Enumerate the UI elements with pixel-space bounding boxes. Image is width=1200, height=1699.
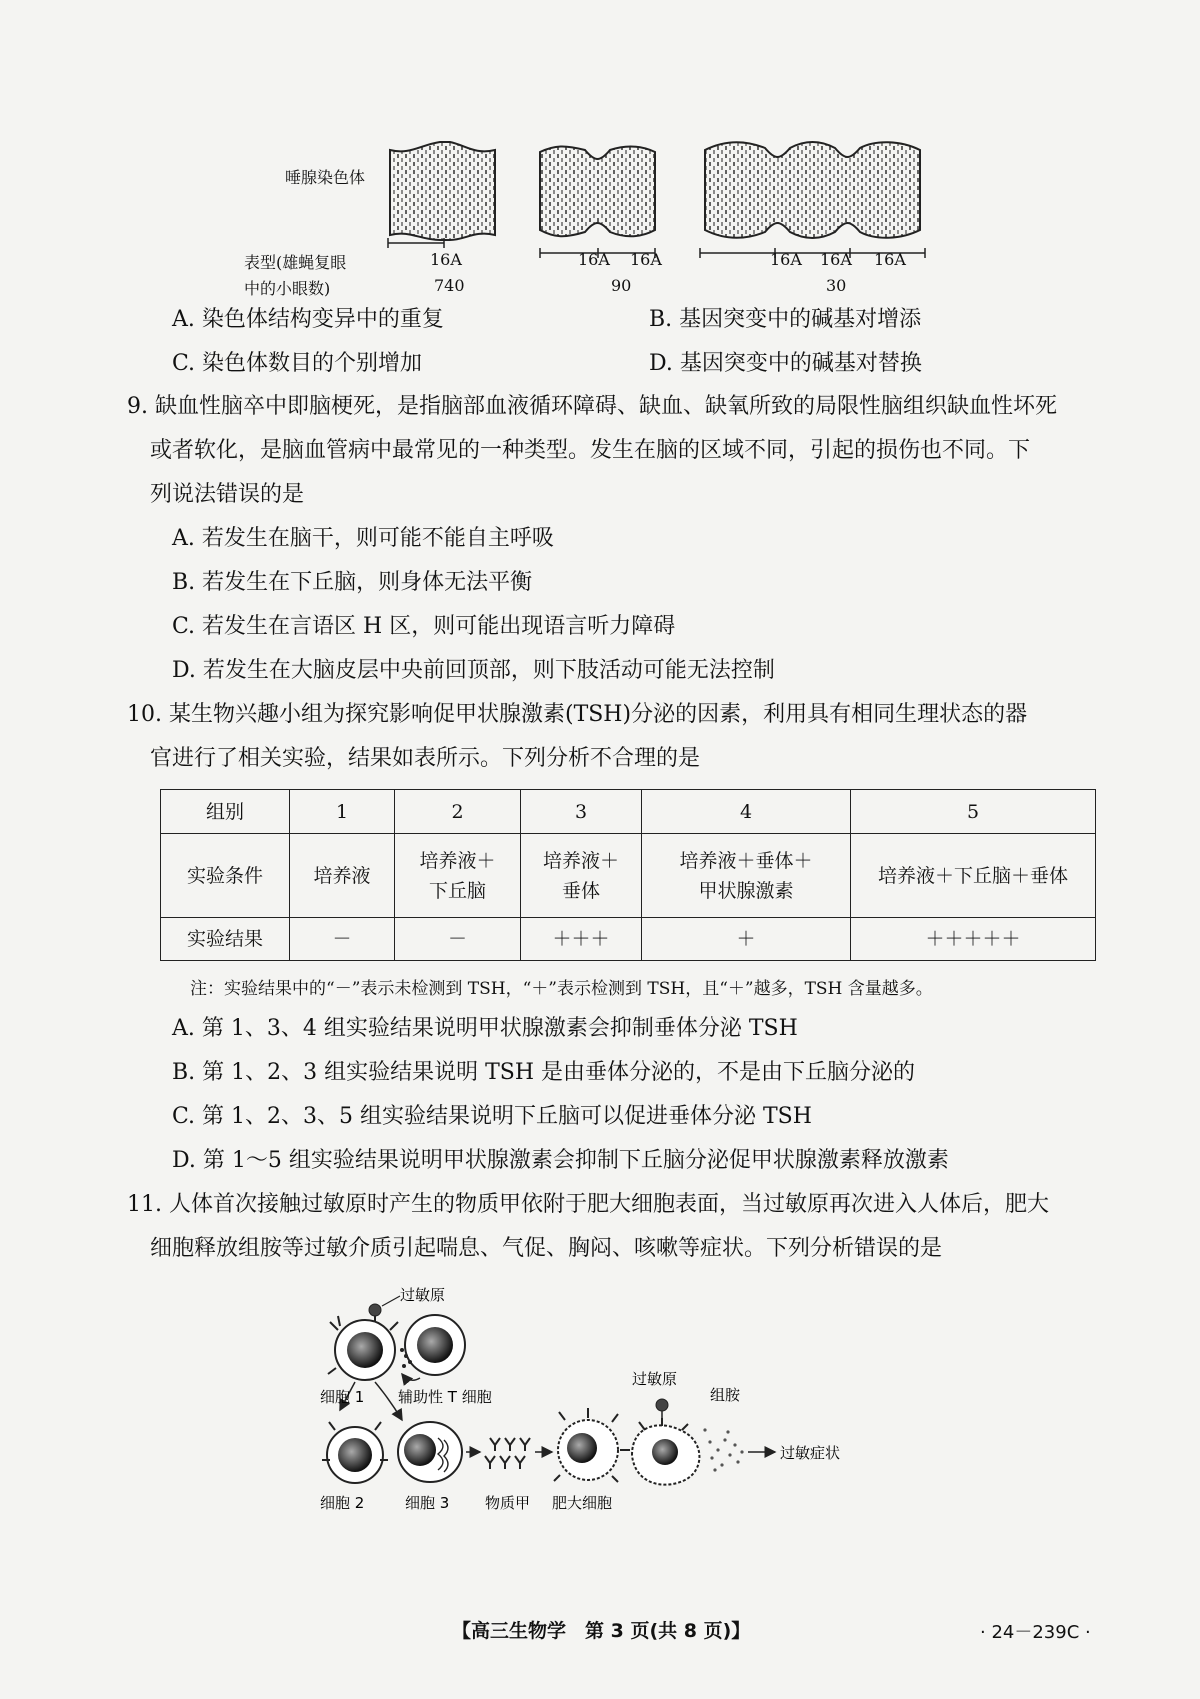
question-stem: 或者软化，是脑血管病中最常见的一种类型。发生在脑的区域不同，引起的损伤也不同。下	[150, 438, 1031, 463]
helper-t-cell	[400, 1315, 465, 1380]
allergen-label: 过敏原	[400, 1286, 446, 1304]
condition-cell	[290, 834, 395, 918]
question-stem: 细胞释放组胺等过敏介质引起喘息、气促、胸闷、咳嗽等症状。下列分析错误的是	[150, 1236, 943, 1261]
segment-label: 16A	[770, 250, 802, 269]
option-d: D. 若发生在大脑皮层中央前回顶部，则下肢活动可能无法控制	[172, 658, 775, 683]
segment-label: 16A	[578, 250, 610, 269]
result-cell: ＋	[642, 918, 851, 961]
row-label: 组别	[161, 790, 290, 834]
option-c: C. 第 1、2、3、5 组实验结果说明下丘脑可以促进垂体分泌 TSH	[172, 1104, 812, 1129]
condition-cell	[851, 834, 1096, 918]
segment-label: 16A	[430, 250, 462, 269]
question-stem: 11. 人体首次接触过敏原时产生的物质甲依附于肥大细胞表面，当过敏原再次进入人体后，肥大	[127, 1192, 1049, 1217]
group-cell: 4	[642, 790, 851, 834]
option-b: B. 基因突变中的碱基对增添	[649, 307, 922, 332]
cell-2-label: 细胞 2	[320, 1494, 365, 1512]
result-cell: ＋＋＋＋＋	[851, 918, 1096, 961]
allergen-label-2: 过敏原	[632, 1370, 678, 1388]
cell-1-label: 细胞 1	[320, 1388, 365, 1406]
helper-t-label: 辅助性 T 细胞	[398, 1388, 492, 1406]
option-c: C. 若发生在言语区 H 区，则可能出现语言听力障碍	[172, 614, 676, 639]
segment-label: 16A	[874, 250, 906, 269]
phenotype-value: 90	[611, 276, 632, 295]
antibody-icon	[485, 1438, 530, 1469]
result-cell: －	[395, 918, 521, 961]
row-label: 实验结果	[161, 918, 290, 961]
allergy-diagram	[320, 1280, 930, 1550]
substance-label: 物质甲	[485, 1494, 531, 1512]
table-row	[161, 918, 1096, 961]
group-cell: 1	[290, 790, 395, 834]
condition-line: 培养液＋垂体＋	[679, 849, 813, 872]
condition-cell	[395, 834, 521, 918]
group-cell: 2	[395, 790, 521, 834]
segment-label: 16A	[630, 250, 662, 269]
condition-line: 培养液＋	[542, 849, 619, 872]
condition-cell	[642, 834, 851, 918]
group-cell: 3	[521, 790, 642, 834]
cell-1	[328, 1316, 398, 1380]
chromosome-single	[388, 142, 495, 248]
degranulating-mast-cell	[632, 1418, 744, 1485]
cell-3-label: 细胞 3	[405, 1494, 450, 1512]
table-row	[161, 790, 1096, 834]
segment-label: 16A	[820, 250, 852, 269]
symptoms-label: 过敏症状	[780, 1444, 841, 1462]
question-stem: 列说法错误的是	[150, 482, 305, 507]
phenotype-label-2: 中的小眼数)	[244, 279, 331, 298]
question-stem: 10. 某生物兴趣小组为探究影响促甲状腺激素(TSH)分泌的因素，利用具有相同生理状态的器	[127, 702, 1028, 727]
table-row	[161, 834, 1096, 918]
option-d: D. 基因突变中的碱基对替换	[649, 351, 922, 376]
cell-2	[322, 1422, 388, 1483]
option-b: B. 若发生在下丘脑，则身体无法平衡	[172, 570, 533, 595]
option-a: A. 若发生在脑干，则可能不能自主呼吸	[172, 526, 554, 551]
group-cell: 5	[851, 790, 1096, 834]
chromosome-double	[540, 146, 655, 258]
phenotype-value: 740	[434, 276, 465, 295]
cell-3	[398, 1422, 462, 1482]
condition-line: 培养液	[313, 864, 371, 887]
mast-cell	[554, 1408, 630, 1482]
condition-line: 培养液＋下丘脑＋垂体	[877, 864, 1068, 887]
phenotype-label: 表型(雄蝇复眼	[244, 253, 347, 272]
chromosome-drawings	[380, 130, 940, 260]
row-label: 实验条件	[161, 834, 290, 918]
page-footer: 【高三生物学 第 3 页(共 8 页)】	[452, 1620, 751, 1642]
condition-line: 下丘脑	[428, 879, 486, 902]
option-d: D. 第 1～5 组实验结果说明甲状腺激素会抑制下丘脑分泌促甲状腺激素释放激素	[172, 1148, 949, 1173]
exam-code: · 24－239C ·	[980, 1622, 1091, 1643]
experiment-table	[160, 789, 1096, 961]
condition-line: 垂体	[561, 879, 600, 902]
option-b: B. 第 1、2、3 组实验结果说明 TSH 是由垂体分泌的，不是由下丘脑分泌的	[172, 1060, 916, 1085]
question-stem: 9. 缺血性脑卒中即脑梗死，是指脑部血液循环障碍、缺血、缺氧所致的局限性脑组织缺血性坏死	[127, 394, 1057, 419]
option-a: A. 第 1、3、4 组实验结果说明甲状腺激素会抑制垂体分泌 TSH	[172, 1016, 798, 1041]
condition-line: 培养液＋	[419, 849, 496, 872]
mast-cell-label: 肥大细胞	[552, 1494, 613, 1512]
result-cell: －	[290, 918, 395, 961]
allergen-icon	[369, 1296, 400, 1322]
table-note: 注：实验结果中的“－”表示未检测到 TSH，“＋”表示检测到 TSH，且“＋”越多，TSH 含量越多。	[190, 979, 933, 999]
option-a: A. 染色体结构变异中的重复	[172, 307, 444, 332]
chromosome-label: 唾腺染色体	[285, 168, 366, 187]
option-c: C. 染色体数目的个别增加	[172, 351, 423, 376]
result-cell: ＋＋＋	[521, 918, 642, 961]
question-stem: 官进行了相关实验，结果如表所示。下列分析不合理的是	[150, 746, 701, 771]
condition-cell	[521, 834, 642, 918]
phenotype-value: 30	[826, 276, 847, 295]
chromosome-triple	[700, 142, 925, 258]
condition-line: 甲状腺激素	[698, 879, 794, 902]
histamine-label: 组胺	[710, 1386, 741, 1404]
